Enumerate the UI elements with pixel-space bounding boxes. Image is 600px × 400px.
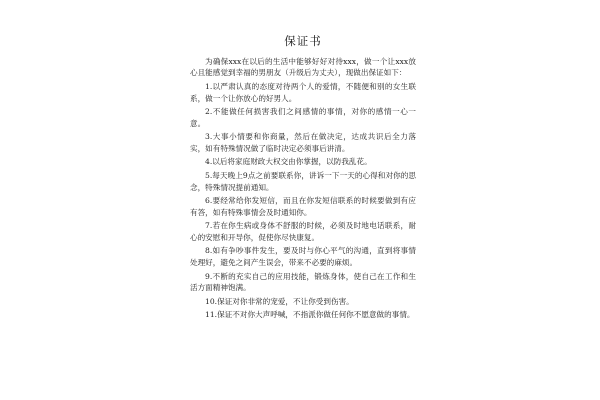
pledge-item-5: 5.每天晚上9点之前要联系你，讲诉一下一天的心得和对你的思念，特殊情况提前通知。 [190, 171, 416, 192]
pledge-item-9: 9.不断的充实自己的应用技能，锻炼身体，使自己在工作和生活方面精神饱满。 [190, 271, 416, 292]
pledge-item-1: 1.以严肃认真的态度对待两个人的爱情，不随便和别的女生联系，做一个让你放心的好男人。 [190, 82, 416, 103]
pledge-item-6: 6.要经常给你发短信，而且在你发短信联系的时候要做到有应有答，如有特殊事情会及时通知你。 [190, 196, 416, 217]
pledge-item-3: 3.大事小情要和你商量，然后在做决定，达成共识后全力落实，如有特殊情况做了临时决定必须事后讲清。 [190, 132, 416, 153]
intro-paragraph: 为确保xxx在以后的生活中能够好好对待xxx，做一个让xxx放心且能感觉到幸福的男朋友（升级后为丈夫），现做出保证如下： [190, 57, 416, 78]
pledge-item-11: 11.保证不对你大声呼喊，不指派你做任何你不愿意做的事情。 [205, 310, 415, 320]
pledge-item-10: 10.保证对你非常的宠爱，不让你受到伤害。 [205, 296, 354, 306]
pledge-item-2: 2.不能做任何损害我们之间感情的事情，对你的感情一心一意。 [190, 107, 416, 128]
pledge-item-4: 4.以后将家庭财政大权交由你掌握，以防我乱花。 [205, 157, 372, 167]
document-title: 保证书 [284, 34, 322, 48]
document-page [190, 34, 416, 394]
pledge-item-8: 8.如有争吵事件发生，要及时与你心平气的沟通，直到将事情处理好，避免之间产生误会，带来不必要的麻烦。 [190, 246, 416, 267]
pledge-item-7: 7.若在你生病或身体不舒服的时候，必须及时地电话联系，耐心的安慰和开导你，促使你尽快康复。 [190, 221, 416, 242]
